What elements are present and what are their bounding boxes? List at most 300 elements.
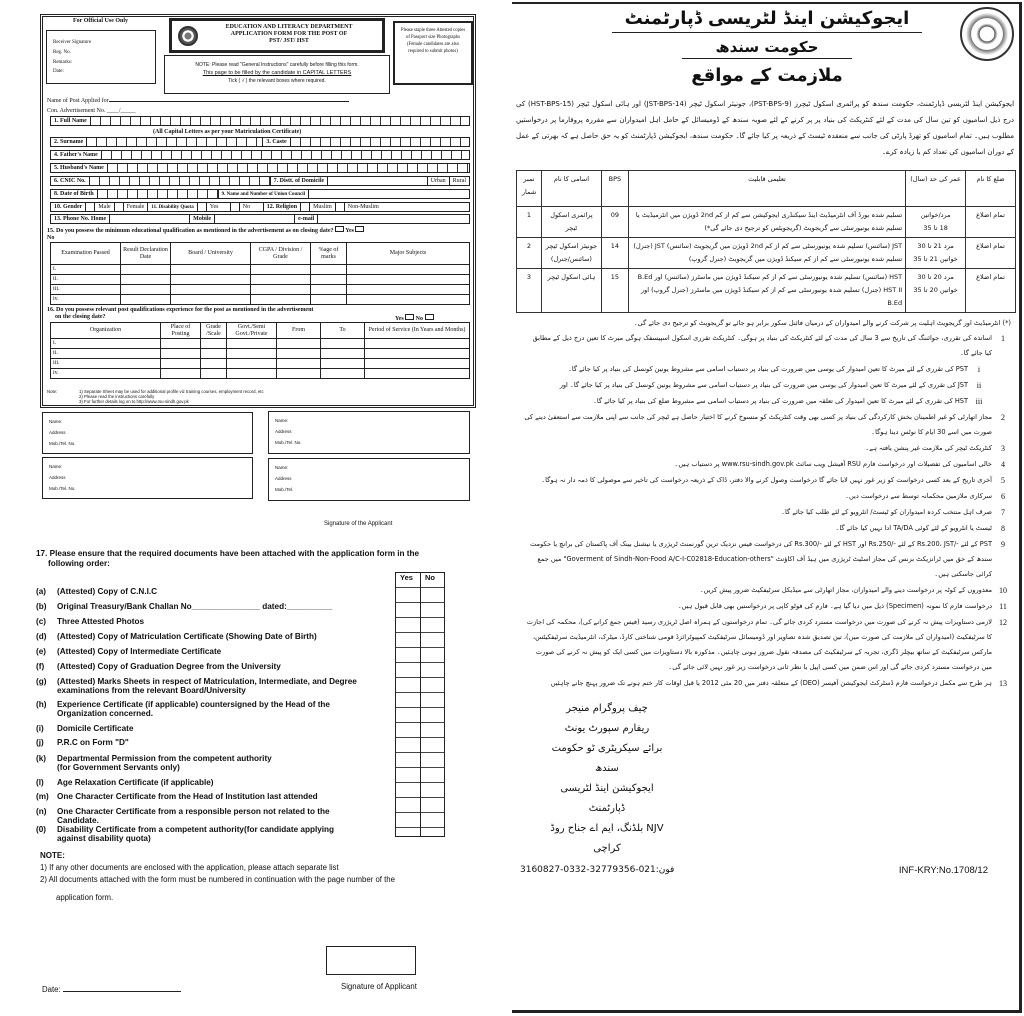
district: تمام اضلاع: [966, 207, 1016, 238]
document-item-text: Experience Certificate (if applicable) countersigned by the Head of the: [57, 700, 330, 709]
instruction-text: کنٹریکٹ ٹیچر کی ملازمت غیر پنشن یافتہ ہے۔: [865, 444, 992, 452]
age-line: مرد 20 تا 30: [917, 273, 954, 281]
experience-cell[interactable]: [227, 349, 277, 359]
phone-number: فون:021-32779356-0332-3160827: [520, 865, 675, 875]
instruction-text: ٹیسٹ یا انٹرویو کے لئے کوئی TA/DA ادا نہیں کیا جائے گا۔: [835, 524, 992, 532]
document-item-letter: (b): [36, 602, 47, 611]
signature-line: چیف پروگرام منیجر: [566, 703, 648, 714]
instruction-text: PST کی تقرری کے لئے میرٹ کا تعین امیدوار کی یوسی میں ضرورت کی بنیاد پر دستیاب اسامی سے مشروط یونین کونسل کی بنیاد پر کیا جائے گا۔: [567, 365, 968, 373]
post-name: جونیئر اسکول ٹیچر (سائنس/جنرل): [541, 238, 601, 269]
reference-address-label: Address: [49, 475, 66, 480]
father-name-label: 4. Father's Name: [51, 151, 102, 159]
age-line: مرد 21 تا 30: [917, 242, 954, 250]
q16-yes-checkbox[interactable]: [405, 314, 414, 320]
instruction-text: HST کی تقرری کے لئے میرٹ کا تعین امیدوار کی تعلقہ میں ضرورت کی بنیاد پر دستیاب اسامی سے مشروط ضلع کی بنیاد پر کیا جائے گا۔: [593, 397, 968, 405]
note-line: Tick ( √ ) the relevant boxes where required.: [228, 78, 326, 84]
husband-name-label: 5. Husband's Name: [51, 164, 108, 172]
document-item-letter: (n): [36, 807, 47, 816]
document-item-text: Departmental Permission from the competent authority: [57, 754, 272, 763]
gender-row: [50, 202, 470, 212]
instruction-number: 1: [1001, 334, 1005, 343]
reference-box-1[interactable]: [42, 412, 253, 454]
document-item-letter: (f): [36, 662, 45, 671]
vacancy-column-header: اسامی کا نام: [541, 171, 601, 207]
photo-box: Please staple three Attested copies of Passport size Photographs (Female candidates are also required to submit photos): [393, 21, 473, 85]
reference-name-label: Name:: [49, 419, 63, 424]
document-item-text: P.R.C on Form "D": [57, 738, 129, 747]
instruction-text: سرکاری ملازمین محکمانہ توسط سے درخواست دیں۔: [845, 492, 992, 500]
education-column-header: Major Subjects: [347, 243, 470, 265]
experience-cell[interactable]: [227, 339, 277, 349]
cnic-field[interactable]: [50, 176, 470, 186]
instruction-number: 8: [1001, 524, 1005, 533]
experience-cell[interactable]: [365, 349, 470, 359]
disability-no-option[interactable]: No: [240, 203, 264, 211]
instruction-text: PST کے لئے -/Rs.200، JST کے لئے -/Rs.250 اور HST کے لئے -/Rs.300 کی درخواست فیس نزدیک ترین گورنمنٹ ٹریژری یا نیشنل بینک آف پاکستان کی برانچ یا حکومت سندھ کے حق میں ٹرانزیکٹ بزنس کی مجاز اسٹیٹ ٹریژری میں ہیڈ آف اکاؤنٹ "Goverment of Sindh-Non-Food A/C-I-C02818-Education-others" میں جمع کرائی جاسکتی ہیں۔: [530, 540, 992, 578]
document-item-letter: (g): [36, 677, 47, 686]
experience-cell[interactable]: [277, 349, 321, 359]
experience-cell[interactable]: [201, 369, 227, 379]
row-numeral: iii.: [51, 359, 161, 369]
experience-cell[interactable]: [161, 369, 201, 379]
official-use-title: For Official Use Only: [73, 18, 129, 24]
experience-table: [50, 322, 470, 379]
experience-cell[interactable]: [277, 359, 321, 369]
mobile-label[interactable]: Mobile: [190, 215, 215, 223]
row-numeral: iv.: [51, 369, 161, 379]
experience-cell[interactable]: [161, 339, 201, 349]
instruction-number: 12: [999, 618, 1007, 627]
instruction-item: [524, 505, 1014, 520]
experience-cell[interactable]: [321, 359, 365, 369]
sindh-government-seal-icon: [960, 7, 1014, 61]
instruction-item: [524, 378, 1014, 393]
signature-line: برائے سیکریٹری ٹو حکومت سندھ: [551, 743, 663, 774]
document-item-letter: (k): [36, 754, 47, 763]
experience-row[interactable]: [51, 339, 470, 349]
signature-applicant-label: Signature of the Applicant: [324, 521, 393, 527]
note-line: NOTE: Please read "General Instructions" carefully before filling this form.: [195, 62, 359, 68]
preference-note: (*) انٹرمیڈیٹ اور گریجویٹ اہلیت پر شرکت کرنے والے امیدواران کے درمیان فائنل سکور برابر ہو جائے تو گریجویٹ کو ترجیح دی جائے گی۔: [633, 319, 1011, 327]
department-title-urdu: ایجوکیشن اینڈ لٹریسی ڈپارٹمنٹ: [612, 6, 922, 33]
instruction-number: 9: [1001, 540, 1005, 549]
document-item-text: (Attested) Copy of C.N.I.C: [57, 587, 158, 596]
domicile-label: 7. Distt. of Domicile: [270, 177, 329, 185]
q15-yes-label: Yes: [345, 228, 354, 234]
dob-field[interactable]: [50, 189, 470, 199]
form-note: 3) For further details log on to http://www.rsu-sindh.gov.pk: [79, 399, 189, 404]
age-limit: [906, 207, 966, 238]
instruction-text: صرف اہل منتخب کردہ امیدواران کو ٹیسٹ/ انٹرویو کے لئے طلب کیا جائے گا۔: [781, 508, 992, 516]
document-item-text: (Attested) Copy of Graduation Degree from the University: [57, 662, 281, 671]
female-option[interactable]: Female: [124, 203, 149, 211]
vacancy-column-header: عمر کی حد (سال): [906, 171, 966, 207]
instruction-item: [524, 537, 1014, 582]
experience-column-header: Govt./Semi Govt./Private: [227, 323, 277, 339]
experience-column-header: To: [321, 323, 365, 339]
instruction-item: [524, 441, 1014, 456]
instruction-number: 13: [999, 679, 1007, 688]
disability-quota-label: 11. Disability Quota: [148, 203, 197, 211]
document-item-text: (Attested) Copy of Intermediate Certificate: [57, 647, 222, 656]
instruction-item: [524, 521, 1014, 536]
instruction-text: معذوروں کے کوٹہ پر درخواست دینے والے امیدواران، مجاز اتھارٹی سے میڈیکل سرٹیفکیٹ ضرور پیش کریں۔: [699, 586, 992, 594]
sindh-seal-icon: [178, 26, 198, 46]
document-item-letter: (e): [36, 647, 47, 656]
intro-paragraph: ایجوکیشن اینڈ لٹریسی ڈپارٹمنٹ، حکومت سندھ کو پرائمری اسکول ٹیچرز (PST-BPS-9)، جونیئر اسکول ٹیچر (JST-BPS-14) اور ہائی اسکول ٹیچر (HST-BPS-15) کی درج ذیل اسامیوں کو تین سال کی مدت کے لئے کنٹریکٹ کی بنیاد پر پر کرنے کے لئے صوبہ سندھ کے ڈومیسائل کے حامل اہل امیدواران سے مقررہ پروفارما پر درخواستیں مطلوب ہیں۔ تمام اسامیوں کو تھرڈ پارٹی کی جانب سے منعقدہ ٹیسٹ کے ذریعہ پر کیا جائے گا۔ حکومت سندھ، ایجوکیشن ڈپارٹمنٹ کو یہ حق حاصل ہے کہ بھرتی کے عمل کے دوران اسامیوں کی تعداد کم یا زیادہ کرے۔: [516, 100, 1015, 156]
experience-cell[interactable]: [227, 369, 277, 379]
yes-column-header: Yes: [400, 573, 420, 582]
receiver-signature-label: Receiver Signature: [53, 40, 92, 45]
education-cell[interactable]: [251, 285, 311, 295]
capital-letters-note: (All Capital Letters as per your Matriculation Certificate): [153, 129, 302, 135]
instruction-item: [524, 394, 1014, 409]
education-cell[interactable]: [347, 295, 470, 305]
remarks-label: Remarks:: [53, 60, 73, 65]
instruction-text: ہر طرح سے مکمل درخواست فارم ڈسٹرکٹ ایجوکیشن آفیسر (DEO) کے متعلقہ دفتر میں 20 مئی 2012 یا قبل اوقات کار ختم ہونے تک ضرور پہنچ جانے چاہئیں: [550, 679, 992, 687]
experience-column-header: From: [277, 323, 321, 339]
job-opportunities-heading: ملازمت کے مواقع: [691, 65, 843, 86]
qualification: JST (سائنس) تسلیم شدہ یونیورسٹی سے کم از کم 2nd ڈویژن میں گریجویٹ (سائنس) JST (جنرل) تسلیم شدہ یونیورسٹی سے کم از کم سیکنڈ ڈویژن میں گریجویٹ (جنرل گروپ): [628, 238, 905, 269]
vacancy-row: [517, 269, 1016, 313]
row-numeral: i.: [51, 339, 161, 349]
reference-address-label: Address: [49, 430, 66, 435]
education-row[interactable]: [51, 295, 470, 305]
vacancy-row: [517, 238, 1016, 269]
document-item-letter: (j): [36, 738, 44, 747]
education-cell[interactable]: [171, 265, 251, 275]
instruction-number: 3: [1001, 444, 1005, 453]
notes-label: Note:: [47, 389, 58, 394]
document-item-text: Disability Certificate from a competent authority(for candidate applying: [57, 825, 335, 834]
instruction-text: درخواست فارم کا نمونہ (Specimen) ذیل میں دیا گیا ہے۔ فارم کی فوٹو کاپی پر درخواستیں بھی قابل قبول ہیں۔: [677, 602, 992, 610]
muslim-option[interactable]: Muslim: [310, 203, 336, 211]
checklist-title-cont: following order:: [48, 559, 110, 568]
bps-grade: 15: [601, 269, 628, 313]
experience-cell[interactable]: [277, 369, 321, 379]
advertisement-footer: [516, 865, 1014, 876]
document-item-text: (Attested) Copy of Matriculation Certificate (Showing Date of Birth): [57, 632, 317, 641]
education-row[interactable]: [51, 265, 470, 275]
reference-name-label: Name:: [275, 465, 289, 470]
document-item-text-cont: against disability quota): [57, 834, 151, 843]
form-note-box: [164, 55, 390, 94]
education-table: [50, 242, 470, 305]
signature-of-applicant-label: Signature of Applicant: [341, 982, 417, 991]
experience-cell[interactable]: [201, 339, 227, 349]
experience-cell[interactable]: [277, 339, 321, 349]
experience-column-header: Grade /Scale: [201, 323, 227, 339]
education-row[interactable]: [51, 285, 470, 295]
disability-yes-option[interactable]: Yes: [207, 203, 231, 211]
instruction-text: خالی اسامیوں کی تفصیلات اور درخواست فارم RSU آفیشل ویب سائٹ www.rsu-sindh.gov.pk پر دستیاب ہیں۔: [674, 460, 992, 468]
father-name-field[interactable]: [50, 150, 470, 160]
signature-line: ایجوکیشن اینڈ لٹریسی ڈپارٹمنٹ: [560, 783, 654, 814]
reference-name-label: Name:: [275, 418, 289, 423]
form-notes: [47, 389, 264, 404]
age-limit: [906, 238, 966, 269]
date-field[interactable]: [42, 985, 181, 994]
education-cell[interactable]: [171, 275, 251, 285]
age-line: 18 تا 35: [923, 224, 948, 232]
phone-home-label[interactable]: 13. Phone No. Home: [51, 215, 110, 223]
yes-no-checkbox-grid[interactable]: [395, 572, 445, 837]
vacancy-column-header: BPS: [601, 171, 628, 207]
full-name-field[interactable]: [50, 116, 470, 126]
qualification: HST (سائنس) تسلیم شدہ یونیورسٹی سے کم از کم سیکنڈ ڈویژن میں ماسٹرز (سائنس) اور B.Ed HST II (جنرل) تسلیم شدہ یونیورسٹی سے کم از کم سیکنڈ ڈویژن میں ماسٹرز (جنرل گروپ) اور B.Ed: [628, 269, 905, 313]
q15-text: [47, 226, 471, 242]
experience-column-header: Organization: [51, 323, 161, 339]
urban-option[interactable]: Urban: [427, 177, 450, 185]
education-cell[interactable]: [347, 275, 470, 285]
education-cell[interactable]: [347, 285, 470, 295]
experience-cell[interactable]: [365, 369, 470, 379]
document-item-letter: (m): [36, 792, 49, 801]
education-cell[interactable]: [347, 265, 470, 275]
q15-question: 15. Do you possess the minimum educational qualification as mentioned in the advertisement as on closing date?: [47, 228, 334, 234]
education-cell[interactable]: [311, 285, 347, 295]
education-cell[interactable]: [121, 285, 171, 295]
full-name-label: 1. Full Name: [51, 117, 91, 125]
religion-label: 12. Religion: [264, 203, 301, 211]
experience-cell[interactable]: [161, 359, 201, 369]
q15-no-label: No: [47, 235, 55, 241]
experience-cell[interactable]: [321, 369, 365, 379]
application-form: [40, 14, 476, 408]
experience-cell[interactable]: [201, 349, 227, 359]
reference-box-2[interactable]: [268, 411, 470, 454]
education-cell[interactable]: [251, 275, 311, 285]
surname-label: 2. Surname: [51, 138, 87, 146]
instruction-number: 10: [999, 586, 1007, 595]
post-name: ہائی اسکول ٹیچر: [541, 269, 601, 313]
instruction-item: [524, 457, 1014, 472]
reference-phone-label: Mob./Tel. No.: [49, 441, 76, 446]
instruction-number: i: [977, 365, 981, 374]
post-names: PST/ JST/ HST: [269, 38, 309, 44]
document-item-letter: (a): [36, 587, 47, 596]
education-row[interactable]: [51, 275, 470, 285]
cnic-label: 6. CNIC No.: [51, 177, 90, 185]
document-item-text-cont: Candidate.: [57, 816, 99, 825]
age-limit: [906, 269, 966, 313]
vacancy-column-header: ضلع کا نام: [966, 171, 1016, 207]
document-note: 1) If any other documents are enclosed with the application, please attach separate list: [40, 863, 339, 872]
email-label[interactable]: e-mail: [295, 215, 318, 223]
document-item-text: (Attested) Marks Sheets in respect of Matriculation, Intermediate, and Degree: [57, 677, 357, 686]
instruction-text: JST کی تقرری کے لئے میرٹ کا تعین امیدوار کی یوسی میں ضرورت کی بنیاد پر دستیاب اسامی سے مشروط یونین کونسل کی بنیاد پر کیا جائے گا۔ اور: [559, 381, 968, 389]
department-name: EDUCATION AND LITERACY DEPARTMENT: [225, 24, 353, 30]
date-label: Date:: [53, 69, 64, 74]
district: تمام اضلاع: [966, 238, 1016, 269]
document-item-text-cont: Organization concerned.: [57, 709, 153, 718]
instruction-item: [524, 410, 1014, 440]
document-item-letter: (c): [36, 617, 47, 626]
q16-yes-label: Yes: [395, 316, 404, 322]
caste-label: 3. Caste: [262, 138, 290, 146]
post-name: پرائمری اسکول ٹیچر: [541, 207, 601, 238]
age-line: مرد/خواتین: [920, 211, 951, 219]
instruction-item: [524, 331, 1014, 361]
signature-line: NJV بلڈنگ، ایم اے جناح روڈ کراچی: [550, 823, 664, 854]
gender-label: 10. Gender: [51, 203, 86, 211]
union-council-label: 9. Name and Number of Union Council: [218, 190, 309, 198]
urdu-advertisement: [512, 2, 1022, 1013]
document-note: 2) All documents attached with the form must be numbered in continuation with the page number of the: [40, 875, 395, 884]
vacancy-table: [516, 170, 1016, 313]
reference-box-4[interactable]: [268, 458, 470, 501]
vacancy-row: [517, 207, 1016, 238]
document-item-letter: (d): [36, 632, 47, 641]
q15-checkbox[interactable]: [355, 226, 364, 232]
note-line: This page to be filled by the candidate in CAPITAL LETTERS: [202, 70, 352, 76]
signature-box[interactable]: [326, 946, 416, 975]
document-item-text: Age Relaxation Certificate (if applicable): [57, 778, 214, 787]
experience-cell[interactable]: [201, 359, 227, 369]
document-item-text-cont: examinations from the relevant Board/University: [57, 686, 246, 695]
document-item-letter: (0): [36, 825, 47, 834]
instruction-item: [524, 583, 1014, 598]
husband-name-field[interactable]: [50, 163, 470, 173]
serial-number: 1: [517, 207, 542, 238]
education-cell[interactable]: [311, 265, 347, 275]
dob-label: 8. Date of Birth: [51, 190, 98, 198]
advertisement-no-label: Con. Advertisement No. ____/_____: [47, 108, 136, 114]
experience-column-header: Period of Service (In Years and Months): [365, 323, 470, 339]
reference-phone-label: Mob./Tel. No.: [275, 440, 302, 445]
reference-box-3[interactable]: [42, 457, 253, 499]
instruction-number: 11: [999, 602, 1007, 611]
experience-row[interactable]: [51, 359, 470, 369]
instruction-item: [524, 362, 1014, 377]
document-item-text: Original Treasury/Bank Challan No_______________ dated:__________: [57, 602, 333, 611]
instruction-number: ii: [976, 381, 982, 390]
experience-row[interactable]: [51, 349, 470, 359]
age-line: خواتین 20 تا 35: [913, 286, 958, 294]
reference-name-label: Name:: [49, 464, 63, 469]
instruction-text: اساتذہ کی تقرری، جوائننگ کی تاریخ سے 3 سال کی مدت کے لئے کنٹریکٹ کی بنیاد پر ہوگی۔ کنٹریکٹ تقرری اسکول اسپیسفک ہوگی میرٹ کا تعین درج ذیل کے مطابق کیا جائے گا۔: [532, 334, 992, 357]
experience-cell[interactable]: [227, 359, 277, 369]
instruction-text: مجاز اتھارٹی کو غیر اطمینان بخش کارکردگی کی بنیاد پر کسی بھی وقت کنٹریکٹ کو منسوخ کرنے کا اختیار حاصل ہے ٹیچر کی جانب سے اپنی ملازمت سے استعفیٰ دینے کی صورت میں اسے 30 ایام کا نوٹس دینا ہوگا۔: [524, 413, 992, 436]
document-item-text: Domicile Certificate: [57, 724, 134, 733]
document-item-text: One Character Certificate from the Head of Institution last attended: [57, 792, 318, 801]
instruction-item: [524, 473, 1014, 488]
reference-number: INF-KRY:No.1708/12: [898, 865, 988, 876]
q16-question-cont: on the closing date?: [55, 314, 106, 320]
reference-phone-label: Mob./Tel. No.: [49, 486, 76, 491]
q16-question: 16. Do you possess relevant post qualifications experience for the post as mentioned in the advertisement: [47, 307, 314, 313]
education-column-header: Examination Passed: [51, 243, 121, 265]
instruction-item: [524, 489, 1014, 504]
male-option[interactable]: Male: [95, 203, 114, 211]
age-line: خواتین 21 تا 35: [913, 255, 958, 263]
row-numeral: ii.: [51, 275, 121, 285]
advertisement-no-text: Con. Advertisement No.: [47, 108, 106, 114]
experience-cell[interactable]: [321, 349, 365, 359]
q16-no-label: No: [415, 316, 424, 322]
row-numeral: iv.: [51, 295, 121, 305]
instruction-number: 5: [1001, 476, 1005, 485]
row-numeral: iii.: [51, 285, 121, 295]
official-use-box: [46, 30, 156, 84]
instruction-number: 6: [1001, 492, 1005, 501]
document-item-letter: (l): [36, 778, 44, 787]
advertisement-body: [516, 96, 1014, 876]
instruction-item: [524, 676, 1014, 691]
row-numeral: i.: [51, 265, 121, 275]
government-sindh-urdu: حکومت سندھ: [682, 36, 852, 59]
q16-no-checkbox[interactable]: [425, 314, 434, 320]
non-muslim-option[interactable]: Non-Muslim: [347, 204, 379, 210]
post-applied-label: [47, 97, 349, 105]
education-cell[interactable]: [311, 275, 347, 285]
serial-number: 2: [517, 238, 542, 269]
bps-grade: 14: [601, 238, 628, 269]
rural-option[interactable]: Rural: [452, 178, 466, 184]
education-cell[interactable]: [311, 295, 347, 305]
form-note: 1) Separate Sheet may be used for additional profile viz training courses, employment record, etc: [79, 389, 264, 394]
education-cell[interactable]: [121, 265, 171, 275]
instruction-text: لازمی دستاویزات پیش نہ کرنے کی صورت میں درخواست مسترد کردی جائے گی۔ تمام درخواستوں کے ہمراہ اصل ٹریژری رسید (فیس جمع کرانے کی)، محکمہ کی اجازت کا سرٹیفکیٹ (امیدواران کی ملازمت کی صورت میں)، تین تصدیق شدہ تصاویر اور ڈومیسائل سرٹیفکیٹ کمپیوٹرائزڈ قومی شناختی کارڈ، میٹرک، انٹرمیڈیٹ سرٹیفکیٹس، مارکس سرٹیفکیٹ کے ساتھ بیچلر ڈگری، تجربہ کے سرٹیفکیٹ کی مصدقہ نقول ضرور ہونی چاہئیں۔ مذکورہ بالا دستاویزات میں کسی ایک کو پیش نہ کرنے کی صورت میں درخواست مسترد کردی جائے گی اور اس ضمن میں کسی اپیل یا نظر ثانی درخواست زیر غور نہیں لائی جائے گی۔: [526, 618, 992, 671]
instruction-number: 4: [1001, 460, 1005, 469]
education-cell[interactable]: [251, 295, 311, 305]
experience-cell[interactable]: [365, 339, 470, 349]
document-item-text: Three Attested Photos: [57, 617, 145, 626]
instruction-text: آخری تاریخ کے بعد کسی درخواست کو زیر غور نہیں لایا جائے گا درخواست وصول کرنے والا دفتر، ڈاک کے ذریعہ درخواست کی تاخیر سے موصولی کا ذمہ دار نہ ہوگا۔: [541, 476, 992, 484]
date-label: Date:: [42, 985, 61, 994]
signature-line: ریفارم سپورٹ یونٹ: [564, 723, 650, 734]
document-note-cont: application form.: [56, 893, 114, 902]
bps-grade: 09: [601, 207, 628, 238]
vacancy-column-header: تعلیمی قابلیت: [628, 171, 905, 207]
education-column-header: %age of marks: [311, 243, 347, 265]
experience-column-header: Place of Posting: [161, 323, 201, 339]
reference-address-label: Address: [275, 476, 292, 481]
checklist-title: 17. Please ensure that the required documents have been attached with the application form in the: [36, 549, 420, 558]
education-cell[interactable]: [121, 275, 171, 285]
reference-address-label: Address: [275, 429, 292, 434]
instruction-number: iii: [975, 397, 983, 406]
q16-text: [47, 307, 313, 321]
education-column-header: Result Declaration Date: [121, 243, 171, 265]
post-applied-text: Name of Post Applied for: [47, 98, 109, 104]
phone-row: [50, 214, 470, 224]
reference-phone-label: Mob./Tel.: [275, 487, 294, 492]
no-column-header: No: [425, 573, 443, 582]
education-cell[interactable]: [171, 285, 251, 295]
experience-cell[interactable]: [161, 349, 201, 359]
education-column-header: Board / University: [171, 243, 251, 265]
instruction-item: [524, 615, 1014, 675]
document-item-letter: (h): [36, 700, 47, 709]
vacancy-column-header: نمبر شمار: [517, 171, 542, 207]
experience-cell[interactable]: [321, 339, 365, 349]
education-cell[interactable]: [251, 265, 311, 275]
district: تمام اضلاع: [966, 269, 1016, 313]
document-item-letter: (i): [36, 724, 44, 733]
experience-cell[interactable]: [365, 359, 470, 369]
form-title: APPLICATION FORM FOR THE POST OF: [230, 31, 348, 37]
experience-row[interactable]: [51, 369, 470, 379]
education-cell[interactable]: [121, 295, 171, 305]
education-cell[interactable]: [171, 295, 251, 305]
form-note: 2) Please read the instructions carefully: [79, 394, 155, 399]
surname-field[interactable]: [50, 137, 470, 147]
document-item-text-cont: (for Government Servants only): [57, 763, 180, 772]
instruction-item: [524, 599, 1014, 614]
serial-number: 3: [517, 269, 542, 313]
note-label: NOTE:: [40, 851, 65, 860]
